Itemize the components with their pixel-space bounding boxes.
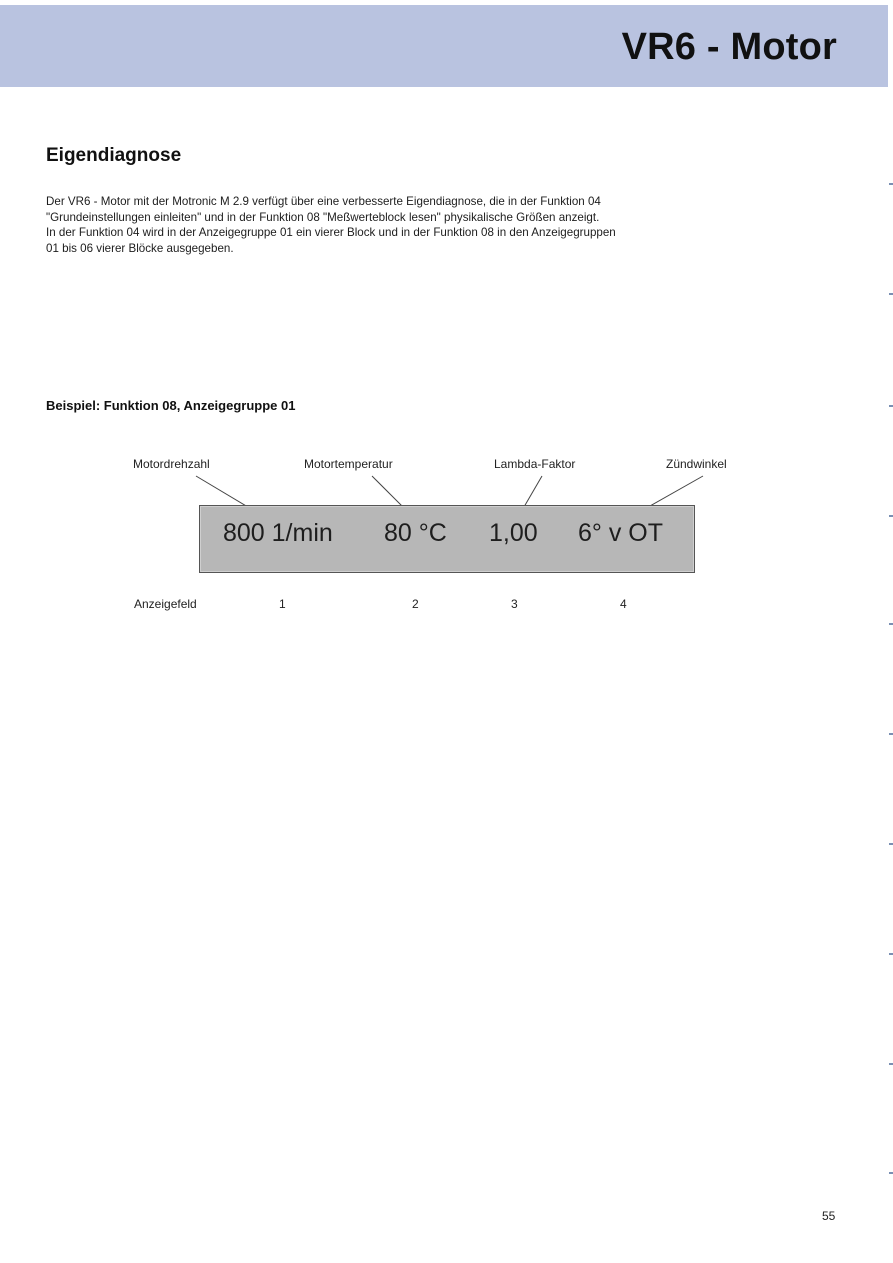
field-number: 1 [279, 597, 286, 611]
section-heading: Eigendiagnose [46, 145, 182, 166]
label-zuendwinkel: Zündwinkel [666, 457, 727, 471]
field-number: 3 [511, 597, 518, 611]
display-value-temperature: 80 °C [384, 519, 447, 547]
field-number: 4 [620, 597, 627, 611]
intro-line: 01 bis 06 vierer Blöcke ausgegeben. [46, 241, 234, 255]
page-title: VR6 - Motor [621, 26, 837, 68]
display-value-lambda: 1,00 [489, 519, 538, 547]
label-motortemperatur: Motortemperatur [304, 457, 393, 471]
field-number: 2 [412, 597, 419, 611]
display-value-rpm: 800 1/min [223, 519, 333, 547]
label-lambda-faktor: Lambda-Faktor [494, 457, 576, 471]
label-motordrehzahl: Motordrehzahl [133, 457, 210, 471]
example-heading: Beispiel: Funktion 08, Anzeigegruppe 01 [46, 398, 296, 413]
display-value-ignition: 6° v OT [578, 519, 664, 547]
page-number: 55 [822, 1209, 836, 1223]
field-row-label: Anzeigefeld [134, 597, 197, 611]
intro-line: "Grundeinstellungen einleiten" und in der Funktion 08 "Meßwerteblock lesen" physikalische Größen anzeigt. [46, 210, 600, 224]
intro-line: Der VR6 - Motor mit der Motronic M 2.9 verfügt über eine verbesserte Eigendiagnose, die in der Funktion 04 [46, 195, 601, 208]
intro-line: In der Funktion 04 wird in der Anzeigegruppe 01 ein vierer Block und in der Funktion 08 in den Anzeigegruppen [46, 226, 616, 239]
